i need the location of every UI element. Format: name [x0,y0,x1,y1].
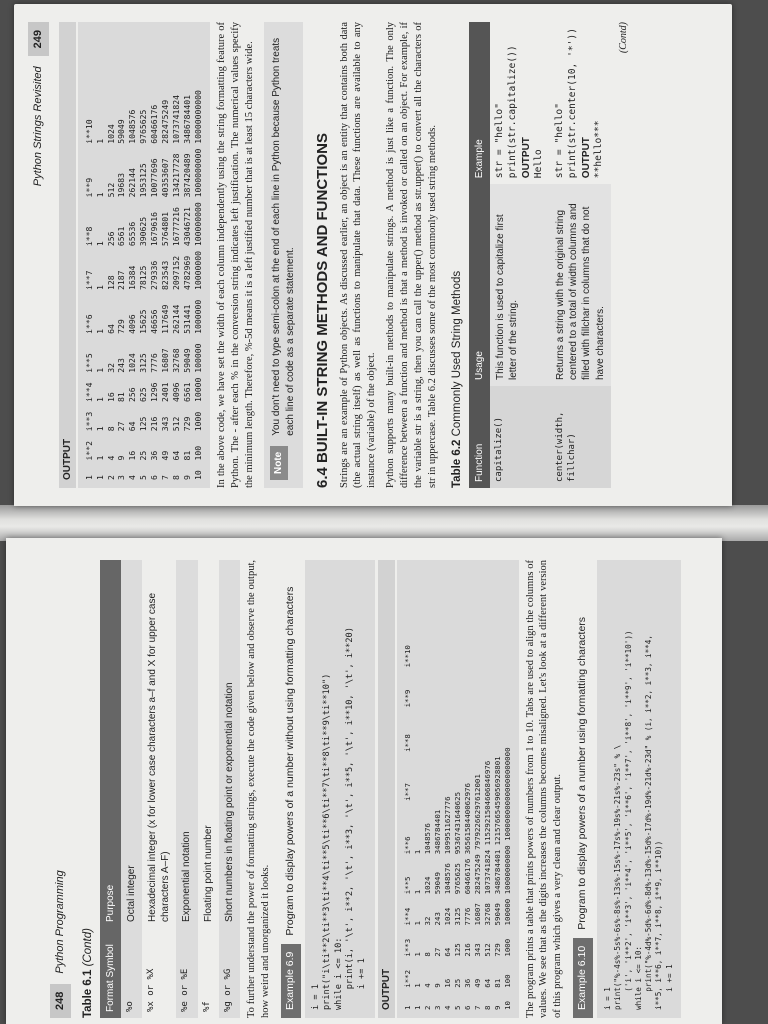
example-code: str = "hello" print(str.capitalize()) [493,45,518,179]
table-header-row [469,22,490,488]
intro-paragraph: To further understand the power of formatting strings, execute the code given below and observe the output, how weird and unorganized it looks. [246,560,271,1018]
example-cell [550,22,611,184]
table-caption-label: Table 6.2 [450,439,463,488]
running-head [28,22,49,488]
usage-cell: This function is used to capitalize first letter of the string. [490,184,550,386]
symbol-cell: %o [121,928,142,1018]
page-248 [6,538,722,1024]
code-block: i = 1 print("%-4s%-5s%-6s%-8s%-13s%-15s%-17s%-19s%-21s%-23s" % \ ('i', 'i**2', 'i**3', 'i**4', 'i**5', 'i**6', 'i**7', 'i**8', 'i**9', 'i**10')) while i <= 10: print("%-4d%-5d%-6d%-8d%-13d%-15d%-17d%-19d%-21d%-23d" % (i, i**2, i**3, i**4, i**5, i**6, i**7, i**8, i**9, i**10)) i += 1 [597,560,681,1018]
note-box [264,22,302,488]
page-248-content [50,560,710,1018]
table-row [198,560,219,1018]
table-caption-label: Table 6.1 [81,969,94,1018]
table-row [490,22,550,488]
table-caption [81,560,96,1018]
output-label: OUTPUT [59,22,76,488]
running-head-title: Python Strings Revisited [32,66,44,187]
section-paragraph-1: Strings are an example of Python objects. As discussed earlier, an object is an entity that contains both data (the actual string itself) as well as functions to manipulate that data. These functions are available to any instance (variable) of the object. [338,22,378,488]
example-output: Hello [533,149,545,179]
example-label: Example 6.9 [281,944,301,1018]
function-cell: capitalize() [490,386,550,488]
running-head-title: Python Programming [54,870,66,974]
table-caption-title: Commonly Used String Methods [450,270,463,437]
book-spine [0,505,768,541]
example-output: **hello*** [593,120,605,179]
running-head [50,560,71,1018]
purpose-cell: Hexadecimal integer (x for lower case characters a–f and X for upper case characters A–F) [147,592,172,922]
table-row [550,22,611,488]
table-header-cell: Function [469,386,490,488]
example-label: Example 6.10 [573,938,593,1018]
section-heading: 6.4 BUILT-IN STRING METHODS AND FUNCTIONS [313,132,331,488]
section-paragraph-2: Python supports many built-in methods to manipulate strings. A method is just like a function. The only difference between a function and method is that a method is invoked or called on an object. For example, if the variable str is a string, then you can call the upper() method as str.upper() to convert all the characters of str in uppercase. Table 6.2 discusses some of the most commonly used string methods. [385,22,438,488]
purpose-cell: Exponential notation [176,560,197,928]
symbol-cell: %x or %X [146,968,157,1012]
symbol-cell: %g or %G [219,928,240,1018]
example-title: Program to display powers of a number without using formatting characters [283,586,296,936]
output-block: 1 i**2 i**3 i**4 i**5 i**6 i**7 i**8 i**9 i**10 1 1 1 1 1 1 2 4 8 32 1024 1048576 3 9 27 243 59049 3486784401 4 16 64 1024 1048576 1099511627776 5 25 125 3125 9765625 95367431640625 6 36 216 7776 60466176 3656158440062976 7 49 343 16807 282475249 79792266297612001 8 64 512 32768 1073741824 1152921504606846976 9 81 729 59049 3486784401 12157665459056928801 10 100 1000 100000 10000000000 100000000000000000000 [397,560,519,1018]
code-block: i = 1 print("i\ti**2\ti**3\ti**4\ti**5\ti**6\ti**7\ti**8\ti**9\ti**10") while i <= 10: print(i, '\t', i**2, '\t', i**3, '\t', i**5, '\t', i**10, '\t', i**20) i += 1 [305,560,375,1018]
table-header-cell: Purpose [100,560,121,928]
example-cell [490,22,550,184]
example-title: Program to display powers of a number using formatting characters [576,616,589,930]
string-methods-table [469,22,611,488]
note-text: You don't need to type semi-colon at the end of each line in Python because Python treats each line of code as a separate statement. [271,37,296,436]
example-output-label: OUTPUT [580,137,592,179]
example-6-9-header [281,560,301,1018]
symbol-cell: %f [201,1001,212,1012]
format-symbol-table [100,560,240,1018]
middle-paragraph: The program prints a table that prints powers of numbers from 1 to 10. Tabs are used to align the columns of values. We see that as the digits increases the columns becomes misaligned. Let's look at a different version of this program which gives a very clean and clear output. [524,560,564,1018]
table-caption [450,22,465,488]
page-number: 248 [50,984,71,1018]
page-249 [14,4,732,506]
table-row [121,560,142,1018]
purpose-cell: Short numbers in floating point or exponential notation [219,560,240,928]
output-block: 1 i**2 i**3 i**4 i**5 i**6 i**7 i**8 i**9 i**10 1 1 1 1 1 1 1 1 1 1 2 4 8 16 32 64 128 256 512 1024 3 9 27 81 243 729 2187 6561 19683 59049 4 16 64 256 1024 4096 16384 65536 262144 1048576 5 25 125 625 3125 15625 78125 390625 1953125 9765625 6 36 216 1296 7776 46656 279336 1679616 10077696 60466176 7 49 343 2401 16807 117649 823543 5764801 40353607 282475249 8 64 512 4096 32768 262144 2097152 16777216 134217728 1073741824 9 81 729 6561 59049 531441 4782969 43046721 387420489 3486784401 10 100 1000 10000 100000 1000000 10000000 100000000 1000000000 10000000000 [78,22,210,488]
table-caption-cont: (Contd) [81,928,94,967]
purpose-cell: Octal integer [121,560,142,928]
table-row [142,560,176,1018]
table-header-row [100,560,121,1018]
page-249-content [28,22,718,488]
continued-marker: (Contd) [617,22,629,54]
note-label: Note [270,446,287,480]
table-header-cell: Format Symbol [100,928,121,1018]
table-row [176,560,197,1018]
example-6-10-header [573,560,593,1018]
example-code: str = "hello" print(str.center(10, '*')) [553,28,578,179]
table-row [219,560,240,1018]
purpose-cell: Floating point number [202,825,214,922]
table-header-cell: Example [469,22,490,184]
function-cell: center(width, fillchar) [550,386,611,488]
symbol-cell: %e or %E [176,928,197,1018]
output-label: OUTPUT [378,560,395,1018]
page-number: 249 [28,22,49,56]
explain-paragraph: In the above code, we have set the width of each column independently using the string formatting feature of Python. The - after each % in the conversion string indicates left justification. The numerical values specify the minimum length. Therefore, %-5d means it is a left justified number that is at least 15 characters wide. [215,22,255,488]
table-header-cell: Usage [469,184,490,386]
usage-cell: Returns a string with the original string centered to a total of width columns and filled with fillchar in columns that do not have characters. [550,184,611,386]
example-output-label: OUTPUT [520,137,532,179]
